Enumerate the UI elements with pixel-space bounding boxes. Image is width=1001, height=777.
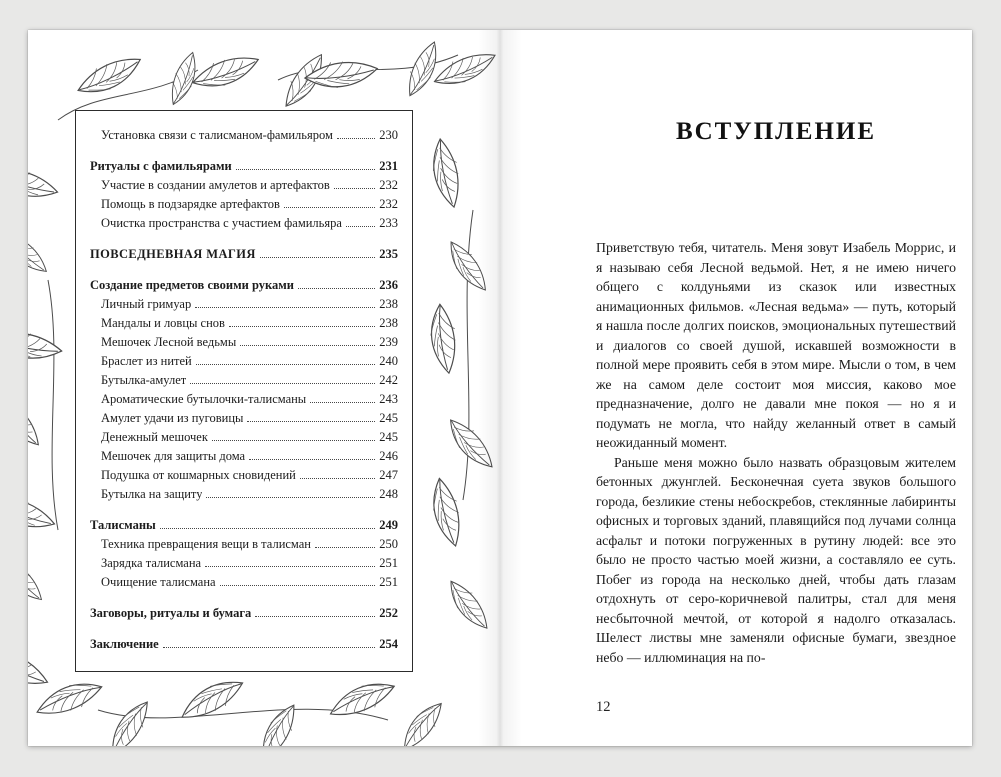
toc-entry xyxy=(90,157,398,176)
branch-stem xyxy=(48,280,58,530)
toc-entry-label: Бутылка на защиту xyxy=(101,487,203,501)
toc-entry xyxy=(90,485,398,504)
toc-entry-page: 240 xyxy=(379,354,398,368)
left-page xyxy=(28,30,500,746)
toc-entry xyxy=(90,352,398,371)
toc-entry xyxy=(90,535,398,554)
toc-entry-label: Очистка пространства с участием фамильяра xyxy=(101,216,342,230)
toc-entry-page: 249 xyxy=(379,518,398,532)
toc-entry-page: 251 xyxy=(379,575,398,589)
toc-entry-page: 236 xyxy=(379,278,398,292)
toc-entry-label: Подушка от кошмарных сновидений xyxy=(101,468,296,482)
toc-entry-label: Мешочек для защиты дома xyxy=(101,449,246,463)
toc-leader-dots xyxy=(196,364,376,365)
toc-entry-page: 242 xyxy=(379,373,398,387)
toc-leader-dots xyxy=(212,440,375,441)
toc-leader-dots xyxy=(220,585,376,586)
toc-entry-label: Заключение xyxy=(90,637,159,651)
right-page xyxy=(500,30,972,746)
toc-entry xyxy=(90,245,398,264)
toc-entry-label: Мешочек Лесной ведьмы xyxy=(101,335,237,349)
body-paragraph: Раньше меня можно было назвать образцовым жителем бетонных джунглей. Бесконечная суета звуков большого города, безликие стены небоскребов, стеклянные лабиринты офисных и торговых зданий, плавящийся под лучами солнца асфальт и потоки погруженных в рутину людей: все это было не просто частью моей жизни, а составляло ее суть. Побег из города на несколько дней, чтобы дать глазам отдохнуть от серо-коричневой палитры, стал для меня несбыточной мечтой, от которой я надолго отказалась. Шелест листвы мне заменяли офисные бумаги, звездное небо — иллюминация на по- xyxy=(596,454,956,665)
toc-entry xyxy=(90,604,398,623)
toc-entry-page: 239 xyxy=(379,335,398,349)
toc-entry-page: 230 xyxy=(379,128,398,142)
toc-entry xyxy=(90,554,398,573)
toc-entry xyxy=(90,176,398,195)
toc-border-box xyxy=(75,110,413,672)
toc-leader-dots xyxy=(334,188,375,189)
toc-leader-dots xyxy=(310,402,375,403)
toc-entry xyxy=(90,466,398,485)
toc-entry-label: ПОВСЕДНЕВНАЯ МАГИЯ xyxy=(90,247,256,261)
toc-entry-label: Ритуалы с фамильярами xyxy=(90,159,232,173)
toc-leader-dots xyxy=(190,383,375,384)
toc-entry xyxy=(90,214,398,233)
table-of-contents xyxy=(90,126,398,654)
toc-entry xyxy=(90,635,398,654)
toc-leader-dots xyxy=(206,497,375,498)
toc-entry xyxy=(90,390,398,409)
chapter-title: ВСТУПЛЕНИЕ xyxy=(675,118,877,145)
toc-entry xyxy=(90,428,398,447)
toc-entry xyxy=(90,573,398,592)
toc-entry-page: 233 xyxy=(379,216,398,230)
toc-leader-dots xyxy=(337,138,375,139)
toc-entry-label: Зарядка талисмана xyxy=(101,556,202,570)
toc-entry-page: 238 xyxy=(379,316,398,330)
page-number: 12 xyxy=(596,699,611,715)
toc-entry xyxy=(90,447,398,466)
toc-entry-page: 254 xyxy=(379,637,398,651)
toc-entry-page: 251 xyxy=(379,556,398,570)
toc-entry xyxy=(90,314,398,333)
toc-leader-dots xyxy=(300,478,375,479)
toc-entry xyxy=(90,195,398,214)
text-block xyxy=(596,30,956,746)
toc-leader-dots xyxy=(298,288,375,289)
body-paragraph: Приветствую тебя, читатель. Меня зовут Изабель Моррис, и я называю себя Лесной ведьмой. Нет, я не имею ничего общего с колдуньями из сказок или известных анимационных фильмов. «Лесная ведьма» — путь, который я нашла после долгих поисков, эмоциональных путешествий и диалогов со своей душой, искавшей возможности в полной мере проявить себя в этом мире. Мысли о том, в чем же на самом деле состоит моя миссия, каково мое предназначение, долго не давали мне покоя — но я и подумать не могла, что найду желанный ответ в самый неожиданный момент. xyxy=(596,240,956,450)
toc-entry-page: 232 xyxy=(379,178,398,192)
toc-leader-dots xyxy=(247,421,375,422)
toc-leader-dots xyxy=(260,257,375,258)
toc-entry-label: Заговоры, ритуалы и бумага xyxy=(90,606,252,620)
toc-entry-label: Ароматические бутылочки-талисманы xyxy=(101,392,307,406)
toc-entry-page: 235 xyxy=(379,247,398,261)
toc-entry-page: 246 xyxy=(379,449,398,463)
toc-leader-dots xyxy=(195,307,375,308)
toc-entry-label: Участие в создании амулетов и артефактов xyxy=(101,178,330,192)
toc-entry xyxy=(90,516,398,535)
toc-entry-label: Амулет удачи из пуговицы xyxy=(101,411,244,425)
body-text xyxy=(596,238,956,667)
toc-leader-dots xyxy=(346,226,375,227)
toc-entry-page: 245 xyxy=(379,411,398,425)
toc-entry-page: 245 xyxy=(379,430,398,444)
toc-leader-dots xyxy=(160,528,375,529)
toc-entry-label: Помощь в подзарядке артефактов xyxy=(101,197,280,211)
toc-entry-label: Установка связи с талисманом-фамильяром xyxy=(101,128,333,142)
toc-leader-dots xyxy=(249,459,375,460)
toc-entry-page: 243 xyxy=(379,392,398,406)
book-spread xyxy=(28,30,972,746)
toc-leader-dots xyxy=(236,169,376,170)
toc-entry-label: Браслет из нитей xyxy=(101,354,192,368)
toc-entry xyxy=(90,126,398,145)
toc-entry-page: 252 xyxy=(379,606,398,620)
toc-leader-dots xyxy=(163,647,376,648)
toc-entry xyxy=(90,295,398,314)
toc-entry-page: 231 xyxy=(379,159,398,173)
toc-entry-label: Личный гримуар xyxy=(101,297,192,311)
toc-entry-label: Бутылка-амулет xyxy=(101,373,187,387)
toc-entry-label: Создание предметов своими руками xyxy=(90,278,294,292)
toc-entry-page: 238 xyxy=(379,297,398,311)
toc-leader-dots xyxy=(205,566,375,567)
toc-entry-page: 247 xyxy=(379,468,398,482)
toc-entry-page: 248 xyxy=(379,487,398,501)
toc-leader-dots xyxy=(315,547,375,548)
toc-entry xyxy=(90,333,398,352)
toc-entry xyxy=(90,409,398,428)
toc-entry-label: Техника превращения вещи в талисман xyxy=(101,537,311,551)
toc-entry xyxy=(90,371,398,390)
toc-leader-dots xyxy=(284,207,375,208)
toc-leader-dots xyxy=(240,345,375,346)
toc-entry-label: Талисманы xyxy=(90,518,156,532)
toc-entry-label: Денежный мешочек xyxy=(101,430,208,444)
toc-entry-page: 232 xyxy=(379,197,398,211)
toc-entry-label: Мандалы и ловцы снов xyxy=(101,316,225,330)
toc-entry xyxy=(90,276,398,295)
toc-leader-dots xyxy=(229,326,375,327)
toc-leader-dots xyxy=(255,616,375,617)
toc-entry-label: Очищение талисмана xyxy=(101,575,216,589)
toc-entry-page: 250 xyxy=(379,537,398,551)
